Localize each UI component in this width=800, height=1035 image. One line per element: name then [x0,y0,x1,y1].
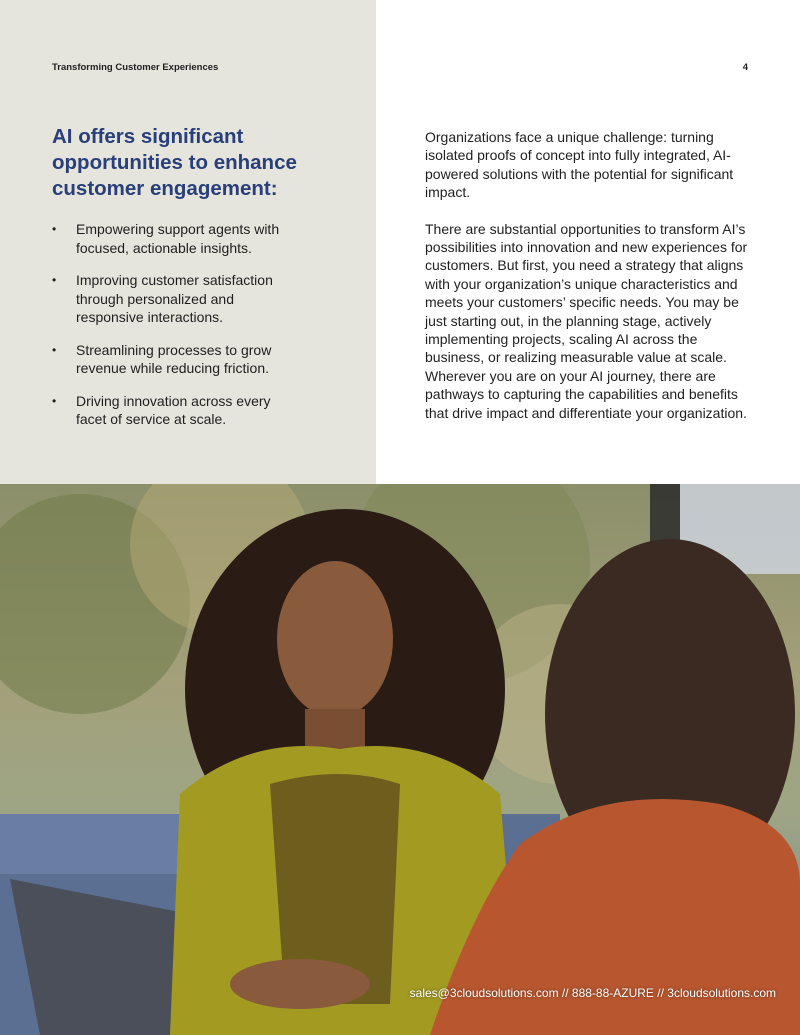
bullet-text: Improving customer satisfaction through personalized and responsive interactions. [76,272,273,325]
bullet-dot-icon: • [52,393,57,408]
page-number: 4 [742,62,748,73]
hero-photo [0,484,800,1035]
bullet-text: Empowering support agents with focused, actionable insights. [76,221,280,256]
body-copy [425,128,755,440]
footer-contact-info: sales@3cloudsolutions.com // 888-88-AZURE // 3cloudsolutions.com [409,986,776,1000]
body-paragraph: There are substantial opportunities to transform AI’s possibilities into innovation and new experiences for customers. But first, you need a strategy that aligns with your organization’s unique characteristics and meets your customers’ specific needs. You may be just starting out, in the planning stage, actively implementing projects, scaling AI across the business, or realizing measurable value at scale. Wherever you are on your AI journey, there are pathways to capturing the capabilities and benefits that drive impact and differentiate your organization. [425,220,748,421]
bullet-dot-icon: • [52,342,57,357]
bullet-item [52,271,302,327]
bullet-dot-icon: • [52,273,57,287]
body-paragraph: Organizations face a unique challenge: turning isolated proofs of concept into fully integrated, AI-powered solutions with the potential for significant impact. [425,129,734,201]
bullet-text: Streamlining processes to grow revenue while reducing friction. [76,341,272,376]
bullet-item [52,392,302,429]
bullet-item [52,220,302,257]
bullet-text: Driving innovation across every facet of service at scale. [76,392,271,427]
document-header-title: Transforming Customer Experiences [52,62,219,73]
bullet-item [52,341,302,378]
photo-illustration [0,484,800,1035]
bullet-dot-icon: • [52,222,57,236]
benefit-bullet-list [52,220,302,443]
section-headline: AI offers significant opportunities to enhance customer engagement: [52,125,297,200]
